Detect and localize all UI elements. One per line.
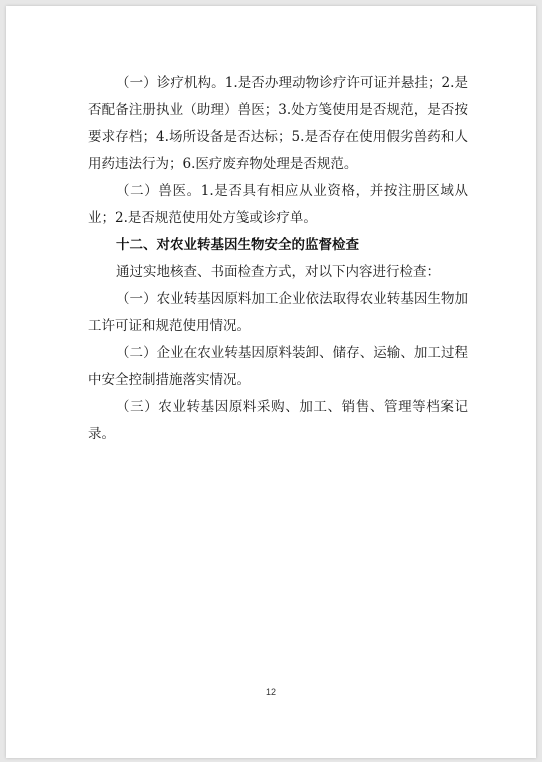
paragraph-item-1: （一）农业转基因原料加工企业依法取得农业转基因生物加工许可证和规范使用情况。	[88, 291, 468, 334]
section-heading: 十二、对农业转基因生物安全的监督检查	[116, 237, 359, 253]
paragraph-clinic-inspection: （一）诊疗机构。1.是否办理动物诊疗许可证并悬挂；2.是否配备注册执业（助理）兽医；3.处方笺使用是否规范，是否按要求存档；4.场所设备是否达标；5.是否存在使用假劣兽药和人用药违法行为；6.医疗废弃物处理是否规范。	[88, 75, 468, 172]
paragraph-item-3: （三）农业转基因原料采购、加工、销售、管理等档案记录。	[88, 399, 468, 442]
page-content	[88, 70, 468, 448]
paragraph-item-2: （二）企业在农业转基因原料装卸、储存、运输、加工过程中安全控制措施落实情况。	[88, 345, 468, 388]
paragraph-veterinarian-inspection: （二）兽医。1.是否具有相应从业资格，并按注册区域从业；2.是否规范使用处方笺或诊疗单。	[88, 183, 468, 226]
paragraph-inspection-method: 通过实地核查、书面检查方式，对以下内容进行检查：	[116, 264, 440, 280]
page-number: 12	[265, 687, 276, 697]
document-page	[6, 6, 536, 758]
